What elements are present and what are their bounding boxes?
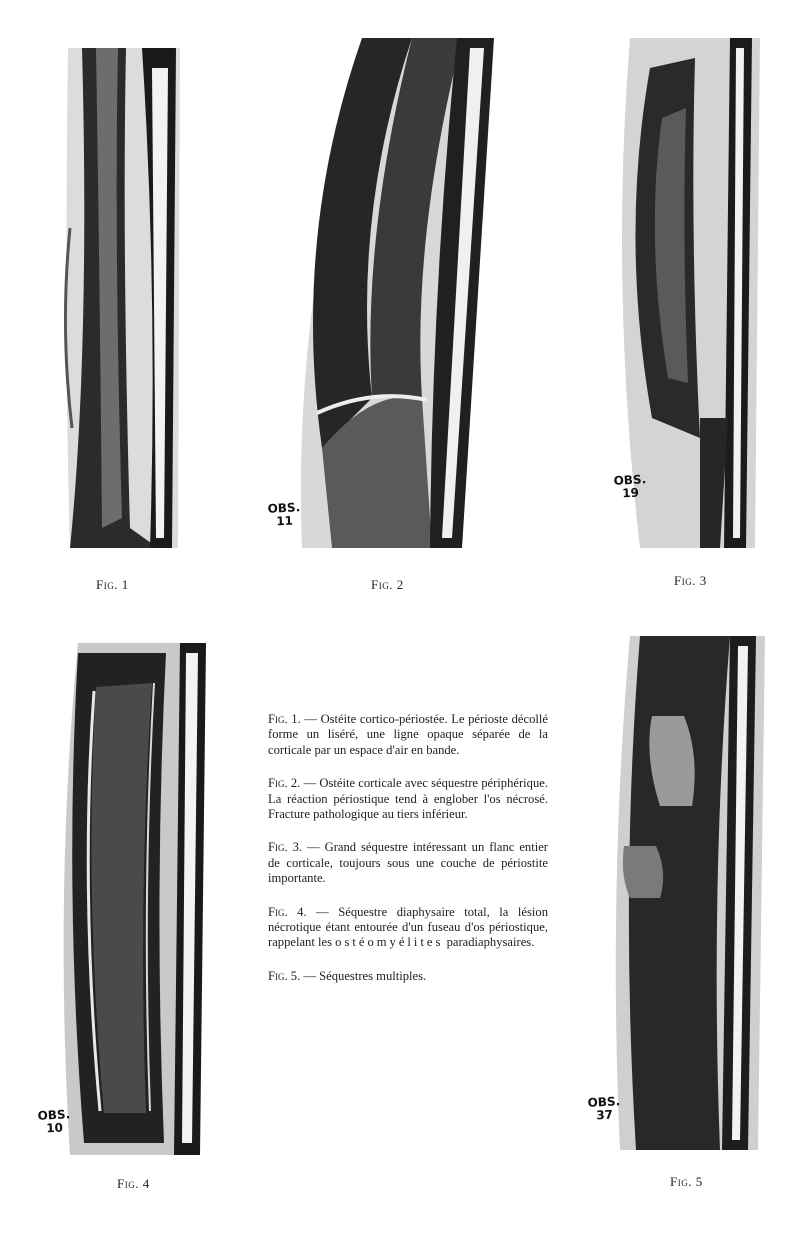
obs-label-fig-4: OBS. 10 [37,1107,71,1136]
legend-text: Ostéite cortico-périostée. Le périoste décollé forme un liséré, une ligne opaque séparée de la corticale par un espace d'air en bande. [268,712,548,757]
figure-4-caption: Fig. 4 [117,1176,150,1191]
legend-text: Ostéite corticale avec séquestre périphérique. La réaction périostique tend à englober l'os nécrosé. Fracture pathologique au tiers inférieur. [268,776,549,822]
obs-label-fig-5: OBS. 37 [587,1094,621,1123]
legend-text: paradiaphysaires. [446,935,535,950]
legend-text: Séquestre diaphysaire total, la lésion nécrotique étant entourée d'un fuseau d'os périostique, rappelant les [268,904,548,950]
legend-text: Grand séquestre intéressant un flanc entier de corticale, toujours sous une couche de périostite importante. [268,840,549,886]
figure-legend [268,712,548,1002]
legend-text-spaced: ostéomyélites [335,935,444,950]
legend-text: Séquestres multiples. [319,968,427,983]
figure-2-caption: Fig. 2 [371,577,404,592]
figure-2-radiograph [262,38,520,548]
figure-3-caption: Fig. 3 [674,573,707,588]
figure-5-caption: Fig. 5 [670,1174,703,1189]
figure-3-radiograph [590,38,770,548]
legend-ref: Fig. 5. [268,968,301,983]
legend-ref: Fig. 1. [268,712,301,726]
figure-4-radiograph [34,643,240,1155]
obs-label-fig-3: OBS. 19 [613,472,647,501]
legend-entry-fig-2: Fig. 2. — Ostéite corticale avec séquestre périphérique. La réaction périostique tend à englober l'os nécrosé. Fracture pathologique au tiers inférieur. [268,776,549,822]
legend-entry-fig-1: Fig. 1. — Ostéite cortico-périostée. Le périoste décollé forme un liséré, une ligne opaque séparée de la corticale par un espace d'air en bande. [268,712,548,757]
legend-entry-fig-3: Fig. 3. — Grand séquestre intéressant un flanc entier de corticale, toujours sous une couche de périostite importante. [268,840,549,886]
legend-ref: Fig. 3. [268,840,303,855]
legend-ref: Fig. 4. [268,904,307,919]
figure-1-radiograph [30,48,190,548]
legend-entry-fig-5: Fig. 5. — Séquestres multiples. [268,968,427,983]
figure-1-caption: Fig. 1 [96,577,129,592]
obs-label-fig-2: OBS. 11 [267,500,301,529]
legend-entry-fig-4: Fig. 4. — Séquestre diaphysaire total, la lésion nécrotique étant entourée d'un fuseau d'os périostique, rappelant les ostéomyélites paradiaphysaires. [268,904,548,950]
legend-ref: Fig. 2. [268,776,301,791]
figure-5-radiograph [580,636,788,1150]
